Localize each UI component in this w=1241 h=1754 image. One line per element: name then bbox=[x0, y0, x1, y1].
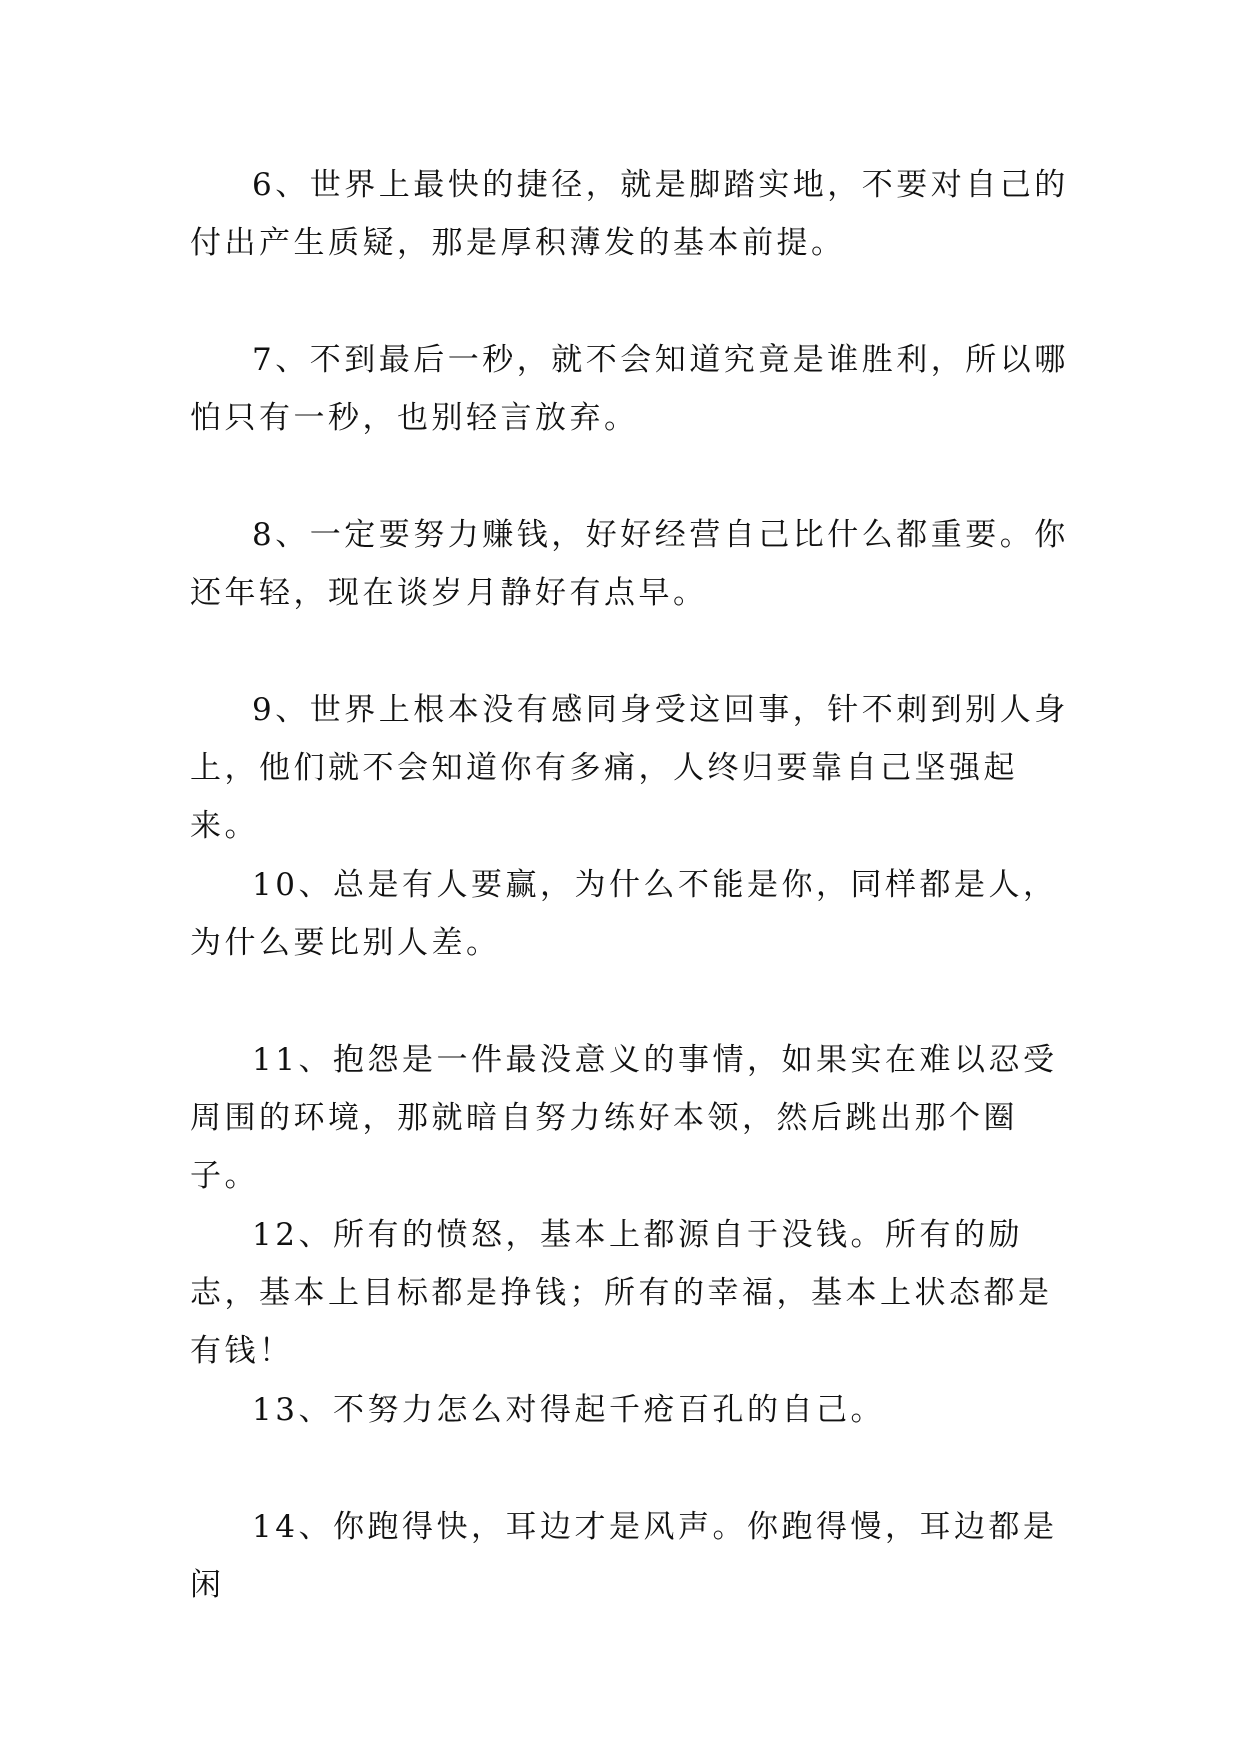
paragraph-quote-9: 9、世界上根本没有感同身受这回事，针不刺到别人身上，他们就不会知道你有多痛，人终归要靠自己坚强起来。 bbox=[190, 692, 1069, 844]
paragraph-quote-7: 7、不到最后一秒，就不会知道究竟是谁胜利，所以哪怕只有一秒，也别轻言放弃。 bbox=[190, 342, 1069, 436]
paragraph-quote-13: 13、不努力怎么对得起千疮百孔的自己。 bbox=[252, 1392, 885, 1428]
paragraph-quote-11: 11、抱怨是一件最没意义的事情，如果实在难以忍受周围的环境，那就暗自努力练好本领，然后跳出那个圈子。 bbox=[190, 1042, 1058, 1194]
paragraph-quote-14: 14、你跑得快，耳边才是风声。你跑得慢，耳边都是闲 bbox=[190, 1509, 1058, 1603]
paragraph-quote-8: 8、一定要努力赚钱，好好经营自己比什么都重要。你还年轻，现在谈岁月静好有点早。 bbox=[190, 517, 1069, 611]
paragraph-quote-6: 6、世界上最快的捷径，就是脚踏实地，不要对自己的付出产生质疑，那是厚积薄发的基本前提。 bbox=[190, 167, 1069, 261]
paragraph-quote-12: 12、所有的愤怒，基本上都源自于没钱。所有的励志，基本上目标都是挣钱；所有的幸福，基本上状态都是有钱！ bbox=[190, 1217, 1053, 1369]
paragraph-quote-10: 10、总是有人要赢，为什么不能是你，同样都是人，为什么要比别人差。 bbox=[190, 867, 1058, 961]
